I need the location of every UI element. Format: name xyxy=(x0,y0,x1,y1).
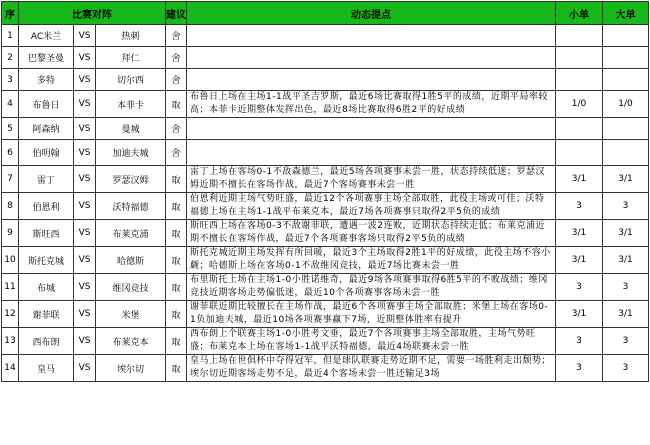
analysis-cell xyxy=(187,47,556,69)
row-no: 4 xyxy=(2,91,19,118)
small-cell xyxy=(556,47,603,69)
vs-label: VS xyxy=(74,328,96,355)
tip-cell: 取 xyxy=(166,301,187,328)
big-cell: 3 xyxy=(603,193,649,220)
away-team: 热刺 xyxy=(96,25,166,47)
small-cell: 3 xyxy=(556,328,603,355)
home-team: AC米兰 xyxy=(19,25,74,47)
away-team: 哈德斯 xyxy=(96,247,166,274)
vs-label: VS xyxy=(74,220,96,247)
tip-cell: 取 xyxy=(166,355,187,382)
home-team: 西布朗 xyxy=(19,328,74,355)
header-analysis: 动态提点 xyxy=(187,2,556,25)
row-no: 5 xyxy=(2,118,19,140)
tip-cell: 取 xyxy=(166,247,187,274)
tip-cell: 舍 xyxy=(166,69,187,91)
vs-label: VS xyxy=(74,355,96,382)
table-row xyxy=(2,328,649,355)
home-team: 布城 xyxy=(19,274,74,301)
small-cell: 3/1 xyxy=(556,220,603,247)
away-team: 布莱克浦 xyxy=(96,220,166,247)
home-team: 斯旺西 xyxy=(19,220,74,247)
away-team: 维冈竞技 xyxy=(96,274,166,301)
home-team: 斯托克城 xyxy=(19,247,74,274)
table-row xyxy=(2,247,649,274)
match-table xyxy=(1,1,649,382)
analysis-cell: 谢菲联近期比较擅长在主场作战，最近6个各项赛事主场全部取胜；米堡上场在客场0-1负加迪夫城，最近10场各项赛事赢下7场，近期整体胜率有提升 xyxy=(187,301,556,328)
analysis-cell xyxy=(187,140,556,166)
big-cell: 3 xyxy=(603,274,649,301)
header-tip: 建议 xyxy=(166,2,187,25)
row-no: 7 xyxy=(2,166,19,193)
header-small: 小单 xyxy=(556,2,603,25)
tip-cell: 取 xyxy=(166,274,187,301)
vs-label: VS xyxy=(74,301,96,328)
header-match: 比赛对阵 xyxy=(19,2,166,25)
home-team: 雷丁 xyxy=(19,166,74,193)
away-team: 切尔西 xyxy=(96,69,166,91)
away-team: 罗瑟汉姆 xyxy=(96,166,166,193)
big-cell xyxy=(603,140,649,166)
row-no: 8 xyxy=(2,193,19,220)
row-no: 1 xyxy=(2,25,19,47)
vs-label: VS xyxy=(74,247,96,274)
home-team: 阿森纳 xyxy=(19,118,74,140)
big-cell xyxy=(603,118,649,140)
row-no: 6 xyxy=(2,140,19,166)
home-team: 谢菲联 xyxy=(19,301,74,328)
table-row xyxy=(2,166,649,193)
header-row xyxy=(2,2,649,25)
vs-label: VS xyxy=(74,166,96,193)
tip-cell: 取 xyxy=(166,91,187,118)
home-team: 伯恩利 xyxy=(19,193,74,220)
home-team: 皇马 xyxy=(19,355,74,382)
big-cell xyxy=(603,69,649,91)
tip-cell: 取 xyxy=(166,166,187,193)
big-cell xyxy=(603,47,649,69)
home-team: 布鲁日 xyxy=(19,91,74,118)
analysis-cell: 伯恩利近期主场气势旺盛，最近12个各项赛事主场全部取胜，此役主场或可佳；沃特福德上场在主场1-1战平布莱克本，最近7场各项赛事只取得2平5负的成绩 xyxy=(187,193,556,220)
row-no: 3 xyxy=(2,69,19,91)
vs-label: VS xyxy=(74,140,96,166)
away-team: 本菲卡 xyxy=(96,91,166,118)
table-row xyxy=(2,25,649,47)
table-row xyxy=(2,69,649,91)
analysis-cell: 皇马上场在世俱杯中夺得冠军，但是球队联赛走势近期不足，需要一场胜利走出颓势；埃尔切近期客场走势不足，最近4个客场未尝一胜还输足3场 xyxy=(187,355,556,382)
match-rows xyxy=(2,25,649,382)
big-cell: 3/1 xyxy=(603,247,649,274)
big-cell: 3 xyxy=(603,328,649,355)
header-big: 大单 xyxy=(603,2,649,25)
big-cell: 1/0 xyxy=(603,91,649,118)
small-cell: 3 xyxy=(556,193,603,220)
row-no: 12 xyxy=(2,301,19,328)
table-row xyxy=(2,355,649,382)
vs-label: VS xyxy=(74,118,96,140)
small-cell xyxy=(556,25,603,47)
row-no: 9 xyxy=(2,220,19,247)
vs-label: VS xyxy=(74,69,96,91)
big-cell: 3/1 xyxy=(603,166,649,193)
small-cell xyxy=(556,118,603,140)
table-row xyxy=(2,91,649,118)
row-no: 2 xyxy=(2,47,19,69)
vs-label: VS xyxy=(74,25,96,47)
away-team: 曼城 xyxy=(96,118,166,140)
big-cell xyxy=(603,25,649,47)
tip-cell: 舍 xyxy=(166,140,187,166)
away-team: 加迪夫城 xyxy=(96,140,166,166)
small-cell xyxy=(556,69,603,91)
vs-label: VS xyxy=(74,274,96,301)
tip-cell: 舍 xyxy=(166,118,187,140)
big-cell: 3/1 xyxy=(603,301,649,328)
tip-cell: 取 xyxy=(166,328,187,355)
home-team: 多特 xyxy=(19,69,74,91)
analysis-cell: 斯旺西上场在客场0-3不敌谢菲联，遭遇一波2连败，近期状态持续走低；布莱克浦近期不擅长在客场作战，最近7个各项赛事客场只取得2平5负的成绩 xyxy=(187,220,556,247)
small-cell: 3/1 xyxy=(556,166,603,193)
analysis-cell: 雷丁上场在客场0-1不敌森德兰，最近5场各项赛事未尝一胜，状态持续低迷；罗瑟汉姆近期不擅长在客场作战，最近7个客场赛事未尝一胜 xyxy=(187,166,556,193)
analysis-cell xyxy=(187,118,556,140)
big-cell: 3/1 xyxy=(603,220,649,247)
table-row xyxy=(2,220,649,247)
away-team: 拜仁 xyxy=(96,47,166,69)
row-no: 11 xyxy=(2,274,19,301)
away-team: 埃尔切 xyxy=(96,355,166,382)
tip-cell: 舍 xyxy=(166,25,187,47)
table-row xyxy=(2,47,649,69)
small-cell: 3/1 xyxy=(556,301,603,328)
tip-cell: 取 xyxy=(166,193,187,220)
row-no: 10 xyxy=(2,247,19,274)
away-team: 布莱克本 xyxy=(96,328,166,355)
analysis-cell xyxy=(187,69,556,91)
tip-cell: 取 xyxy=(166,220,187,247)
away-team: 沃特福德 xyxy=(96,193,166,220)
small-cell: 3/1 xyxy=(556,247,603,274)
analysis-cell: 斯托克城近期主场发挥有所回暖，最近3个主场取得2胜1平的好成绩，此役主场不容小觑；哈德斯上场在客场0-1不敌维冈竞技，最近7场比赛未尝一胜 xyxy=(187,247,556,274)
home-team: 巴黎圣曼 xyxy=(19,47,74,69)
tip-cell: 舍 xyxy=(166,47,187,69)
analysis-cell: 西布朗上个联赛主场1-0小胜考文垂，最近7个各项赛事主场全部取胜，主场气势旺盛；布莱克本上场在客场1-1战平沃特福德，最近4场联赛未尝一胜 xyxy=(187,328,556,355)
away-team: 米堡 xyxy=(96,301,166,328)
table-row xyxy=(2,140,649,166)
small-cell xyxy=(556,140,603,166)
analysis-cell: 布里斯托上场在主场1-0小胜诺维奇，最近9场各项赛事取得6胜5平的不败战绩；维冈竞技近期客场走势偏低迷，最近10个各项赛事客场未尝一胜 xyxy=(187,274,556,301)
vs-label: VS xyxy=(74,47,96,69)
row-no: 14 xyxy=(2,355,19,382)
row-no: 13 xyxy=(2,328,19,355)
big-cell: 3 xyxy=(603,355,649,382)
table-row xyxy=(2,274,649,301)
table-row xyxy=(2,193,649,220)
table-row xyxy=(2,118,649,140)
table-row xyxy=(2,301,649,328)
header-no: 序 xyxy=(2,2,19,25)
small-cell: 3 xyxy=(556,355,603,382)
vs-label: VS xyxy=(74,193,96,220)
vs-label: VS xyxy=(74,91,96,118)
small-cell: 3 xyxy=(556,274,603,301)
analysis-cell: 布鲁日上场在主场1-1战平圣吉罗斯，最近6场比赛取得1胜5平的成绩，近期平局率较高；本菲卡近期整体发挥出色，最近8场比赛取得6胜2平的好成绩 xyxy=(187,91,556,118)
small-cell: 1/0 xyxy=(556,91,603,118)
home-team: 伯明翰 xyxy=(19,140,74,166)
analysis-cell xyxy=(187,25,556,47)
